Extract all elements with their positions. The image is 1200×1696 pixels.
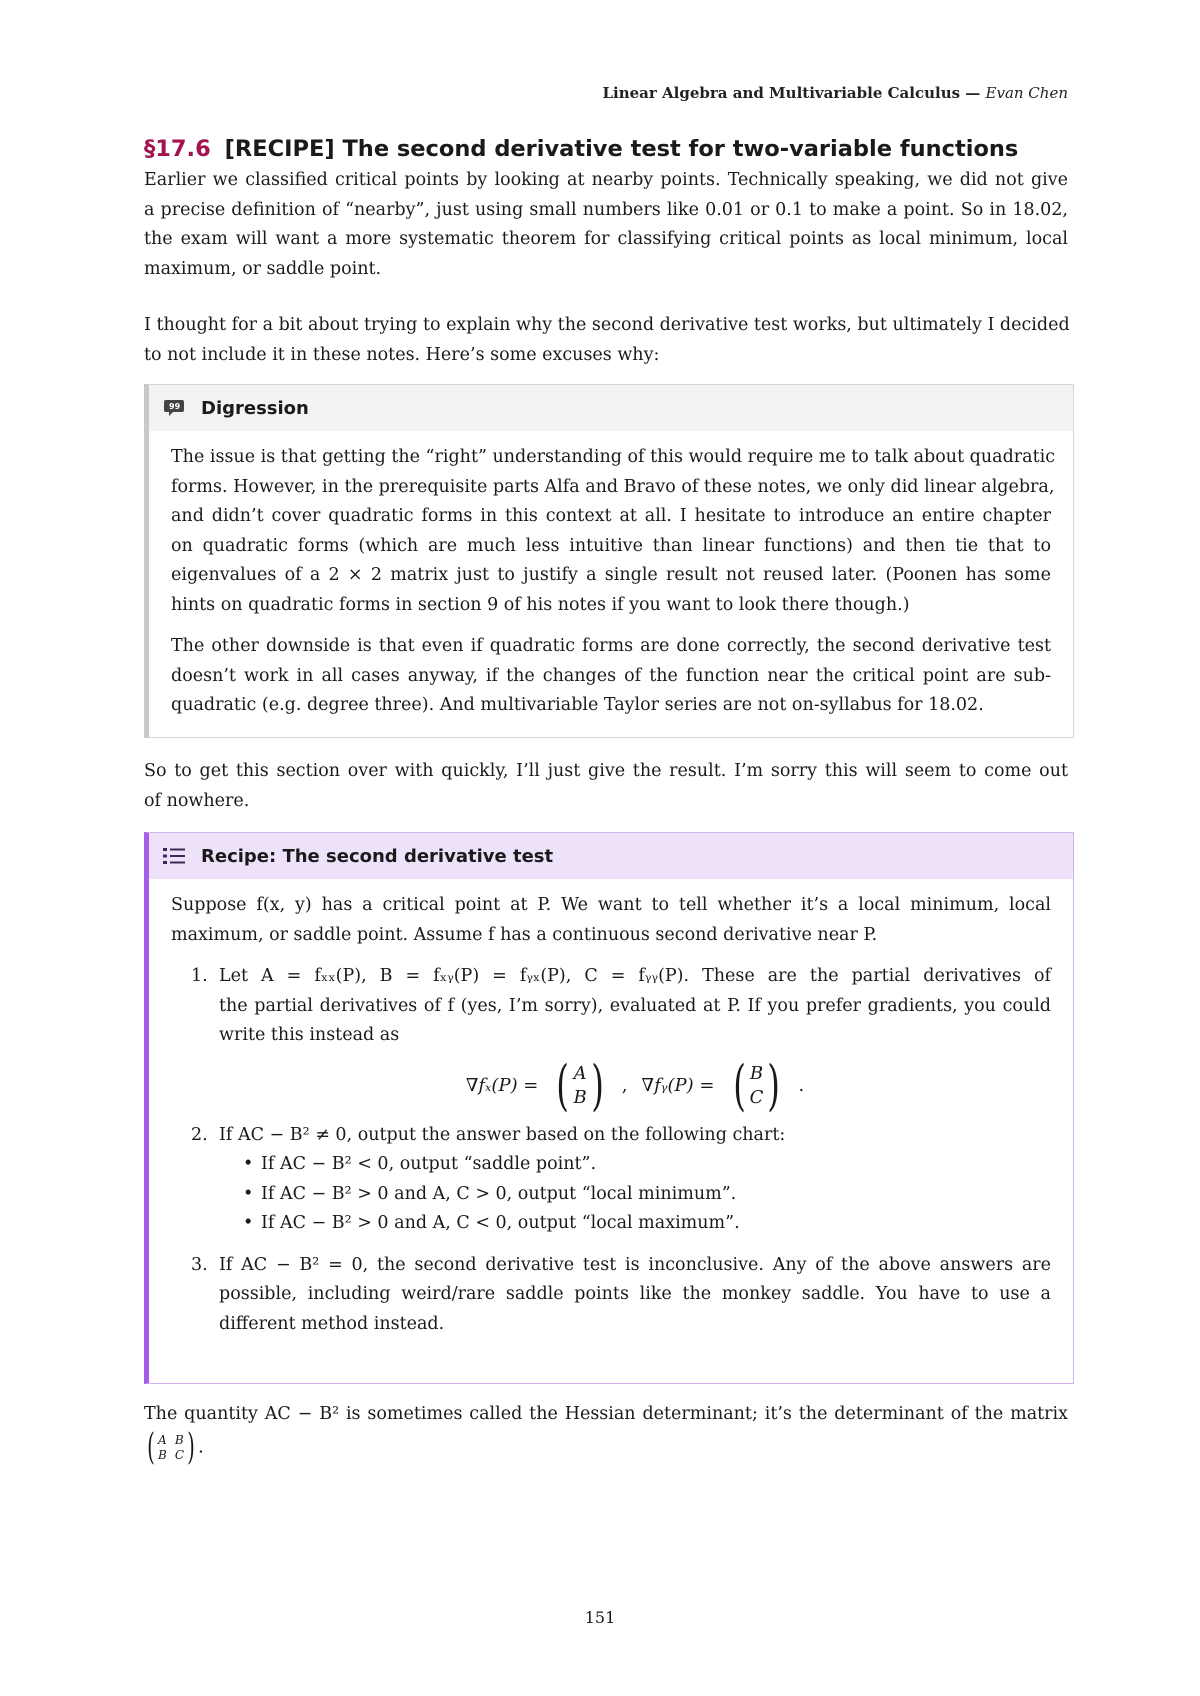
paragraph-hessian <box>144 1400 1068 1466</box>
vector-entry: A <box>573 1062 587 1084</box>
text-line: quadratic (e.g. degree three). And multivariable Taylor series are not on-syllabus for 18.02. <box>171 695 984 715</box>
text-line: possible, including weird/rare saddle points like the monkey saddle. You have to use a <box>219 1284 1051 1304</box>
list-item <box>171 962 1051 1121</box>
sentence-end: . <box>198 1437 204 1457</box>
matrix-entry: C <box>174 1447 185 1462</box>
text-line: Suppose f(x, y) has a critical point at P. We want to tell whether it’s a local minimum, local <box>171 895 1051 915</box>
list-item <box>171 1251 1051 1340</box>
matrix: ( A B B C ) <box>147 1426 195 1468</box>
text-line: If AC − B² ≠ 0, output the answer based on the following chart: <box>219 1124 786 1145</box>
vector-entry: B <box>749 1062 764 1084</box>
list-icon <box>161 843 187 869</box>
text-line: forms. However, in the prerequisite parts Alfa and Bravo of these notes, we only did linear algebra, <box>171 476 1055 497</box>
text-line: doesn’t work in all cases anyway, if the changes of the function near the critical point are sub- <box>171 665 1051 686</box>
matrix-entry: A <box>158 1432 167 1447</box>
digression-box <box>144 384 1074 738</box>
text-line: I thought for a bit about trying to explain why the second derivative test works, but ultimately I decided <box>144 315 1070 335</box>
bullet-item: • If AC − B² > 0 and A, C > 0, output “local minimum”. <box>243 1183 737 1204</box>
text-line: If AC − B² = 0, the second derivative test is inconclusive. Any of the above answers are <box>219 1254 1051 1275</box>
text-line: The issue is that getting the “right” understanding of this would require me to talk about quadratic <box>171 447 1055 467</box>
gradient-equation <box>219 1051 1051 1121</box>
section-heading <box>144 136 1018 162</box>
text-line: maximum, or saddle point. <box>144 258 382 279</box>
text-line: a precise definition of “nearby”, just using small numbers like 0.01 or 0.1 to make a point. So in 18.02, <box>144 199 1068 220</box>
equation-text: ∇fₓ(P) = <box>465 1074 539 1096</box>
digression-title-bar <box>149 385 1073 431</box>
vector-entry: B <box>573 1086 587 1108</box>
speech-bubble-icon <box>161 395 187 421</box>
author-name: Evan Chen <box>985 84 1068 102</box>
recipe-steps <box>171 962 1051 1339</box>
text-line: maximum, or saddle point. Assume f has a continuous second derivative near P. <box>171 924 878 945</box>
running-header <box>602 84 1068 102</box>
section-number: §17.6 <box>144 136 211 162</box>
text-line: of nowhere. <box>144 790 250 811</box>
step-number: 1. <box>191 966 208 986</box>
text-line: So to get this section over with quickly, I’ll just give the result. I’m sorry this will seem to come out <box>144 761 1068 781</box>
page-number: 151 <box>584 1608 616 1627</box>
text-line: The other downside is that even if quadratic forms are done correctly, the second derivative test <box>171 636 1051 656</box>
text-line: eigenvalues of a 2 × 2 matrix just to justify a single result not reused later. (Poonen has some <box>171 565 1051 585</box>
text-line: different method instead. <box>219 1313 445 1334</box>
bullet-text: If AC − B² < 0, output “saddle point”. <box>261 1154 597 1174</box>
digression-title: Digression <box>201 397 309 419</box>
list-item <box>171 1121 1051 1239</box>
column-vector: ( B C ) <box>732 1053 781 1117</box>
text-line: The quantity AC − B² is sometimes called the Hessian determinant; it’s the determinant of the matrix <box>144 1404 1068 1424</box>
recipe-body <box>149 879 1073 1353</box>
equation-text: . <box>798 1074 805 1096</box>
header-separator: — <box>965 84 981 102</box>
text-line: the exam will want a more systematic theorem for classifying critical points as local minimum, local <box>144 229 1068 249</box>
step-number: 2. <box>191 1124 208 1145</box>
matrix-entry: B <box>158 1447 167 1462</box>
bullet-item: • If AC − B² > 0 and A, C < 0, output “local maximum”. <box>243 1213 740 1233</box>
svg-text:99: 99 <box>169 402 181 411</box>
text-line: and didn’t cover quadratic forms in this context at all. I hesitate to introduce an entire chapter <box>171 506 1051 526</box>
vector-entry: C <box>749 1086 764 1108</box>
bullet-text: If AC − B² > 0 and A, C > 0, output “local minimum”. <box>261 1183 737 1204</box>
equation-text: ∇fᵧ(P) = <box>641 1074 715 1096</box>
paragraph-transition <box>144 757 1068 816</box>
text-line: hints on quadratic forms in section 9 of his notes if you want to look there though.) <box>171 594 910 615</box>
column-vector: ( A B ) <box>556 1053 604 1117</box>
text-line: the partial derivatives of f (yes, I’m sorry), evaluated at P. If you prefer gradients, you could <box>219 995 1051 1016</box>
paragraph-intro <box>144 166 1068 284</box>
text-line: write this instead as <box>219 1025 400 1045</box>
recipe-title-bar <box>149 833 1073 879</box>
digression-body <box>149 431 1073 735</box>
equation-text: , <box>621 1074 628 1096</box>
matrix-line <box>144 1426 1068 1468</box>
bullet-text: If AC − B² > 0 and A, C < 0, output “local maximum”. <box>261 1213 740 1233</box>
book-title: Linear Algebra and Multivariable Calculus <box>602 84 961 102</box>
section-title: [RECIPE] The second derivative test for two-variable functions <box>224 136 1019 162</box>
bullet-item: • If AC − B² < 0, output “saddle point”. <box>243 1154 597 1174</box>
recipe-title: Recipe: The second derivative test <box>201 845 554 867</box>
step-number: 3. <box>191 1254 208 1275</box>
text-line: Earlier we classified critical points by looking at nearby points. Technically speaking, we did not give <box>144 170 1068 190</box>
matrix-entry: B <box>174 1432 184 1447</box>
text-line: on quadratic forms (which are much less intuitive than linear functions) and then tie that to <box>171 535 1051 556</box>
recipe-box <box>144 832 1074 1384</box>
paragraph-excuses <box>144 311 1068 370</box>
text-line: to not include it in these notes. Here’s some excuses why: <box>144 344 660 365</box>
text-line: Let A = fₓₓ(P), B = fₓᵧ(P) = fᵧₓ(P), C = fᵧᵧ(P). These are the partial derivatives of <box>219 966 1051 986</box>
